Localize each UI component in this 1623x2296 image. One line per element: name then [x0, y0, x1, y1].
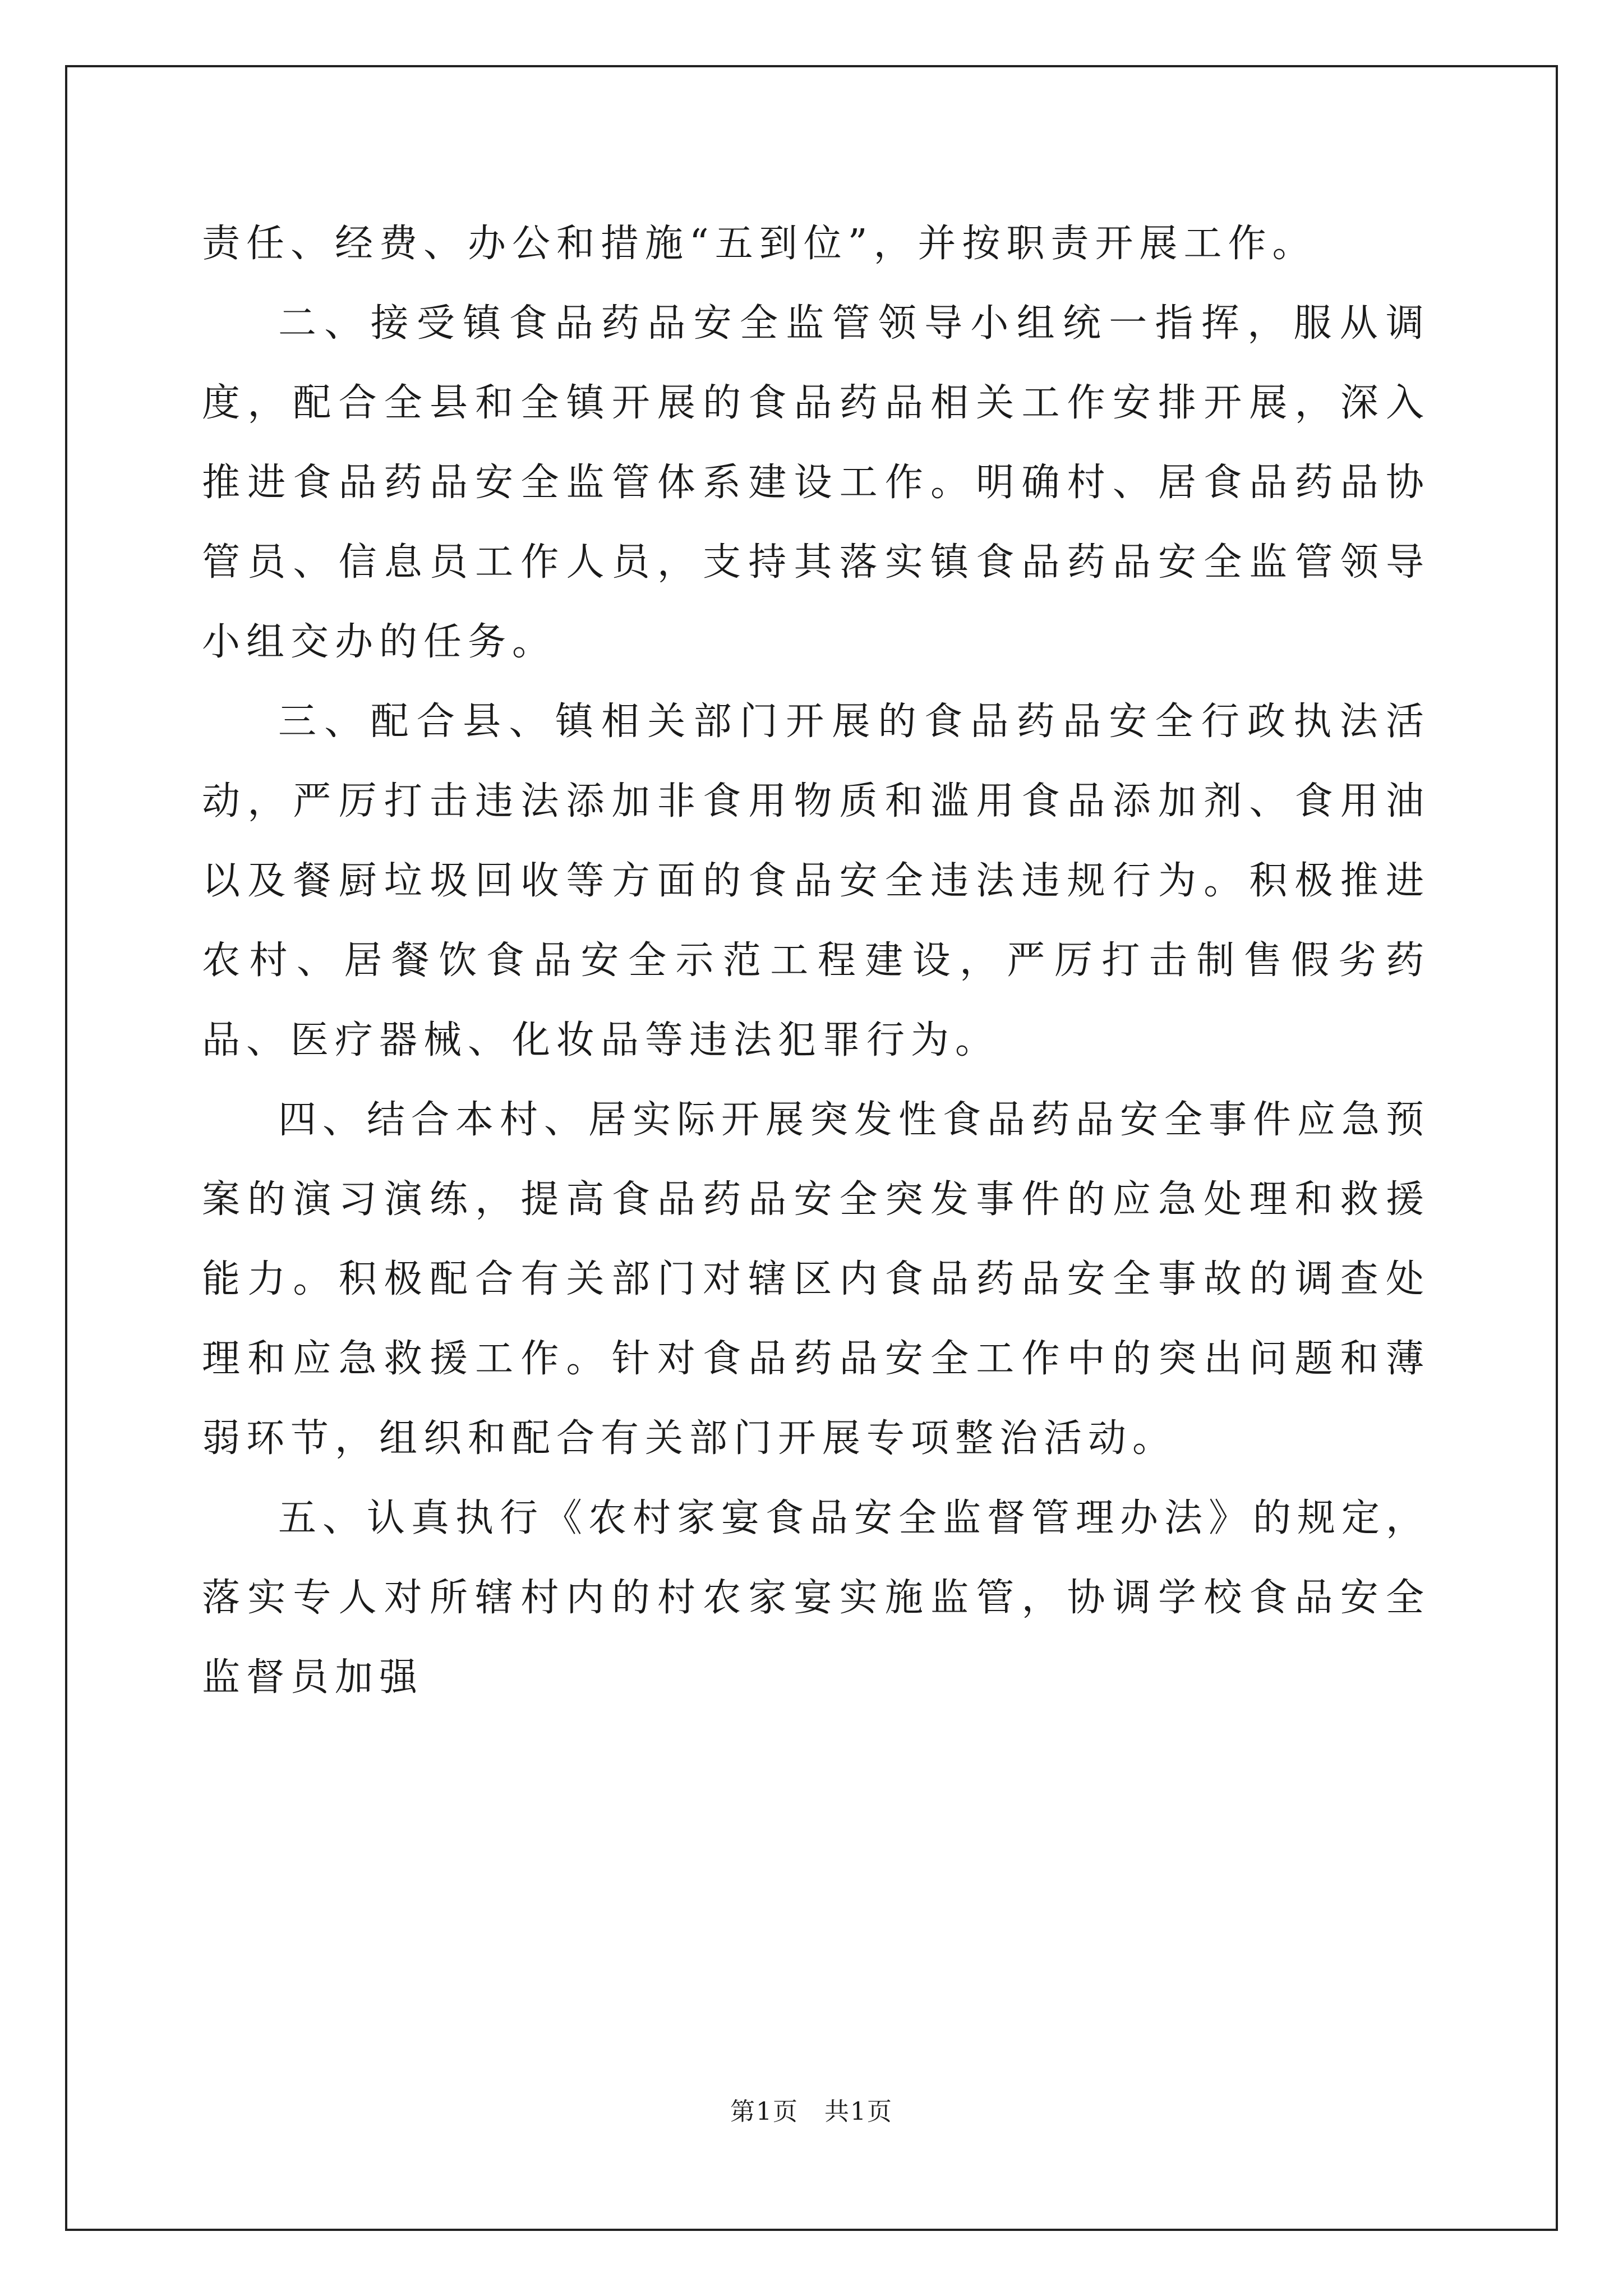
paragraph-2: 二、接受镇食品药品安全监管领导小组统一指挥，服从调度，配合全县和全镇开展的食品药品相关工作安排开展，深入推进食品药品安全监管体系建设工作。明确村、居食品药品协管员、信息员工作人员，支持其落实镇食品药品安全监管领导小组交办的任务。 [202, 301, 1430, 664]
page-total: 共1页 [824, 2097, 893, 2126]
paragraph-3: 三、配合县、镇相关部门开展的食品药品安全行政执法活动，严厉打击违法添加非食用物质和滥用食品添加剂、食用油以及餐厨垃圾回收等方面的食品安全违法违规行为。积极推进农村、居餐饮食品安全示范工程建设，严厉打击制售假劣药品、医疗器械、化妆品等违法犯罪行为。 [202, 700, 1430, 1062]
paragraph-5: 五、认真执行《农村家宴食品安全监督管理办法》的规定，落实专人对所辖村内的村农家宴实施监管，协调学校食品安全监督员加强 [202, 1496, 1431, 1700]
page-footer [0, 2091, 1623, 2127]
paragraph-1: 责任、经费、办公和措施“五到位”，并按职责开展工作。 [202, 222, 1317, 266]
document-body [202, 204, 1430, 1718]
paragraph-4: 四、结合本村、居实际开展突发性食品药品安全事件应急预案的演习演练，提高食品药品安全突发事件的应急处理和救援能力。积极配合有关部门对辖区内食品药品安全事故的调查处理和应急救援工作。针对食品药品安全工作中的突出问题和薄弱环节，组织和配合有关部门开展专项整治活动。 [202, 1098, 1431, 1461]
page-number: 第1页 [730, 2097, 799, 2126]
